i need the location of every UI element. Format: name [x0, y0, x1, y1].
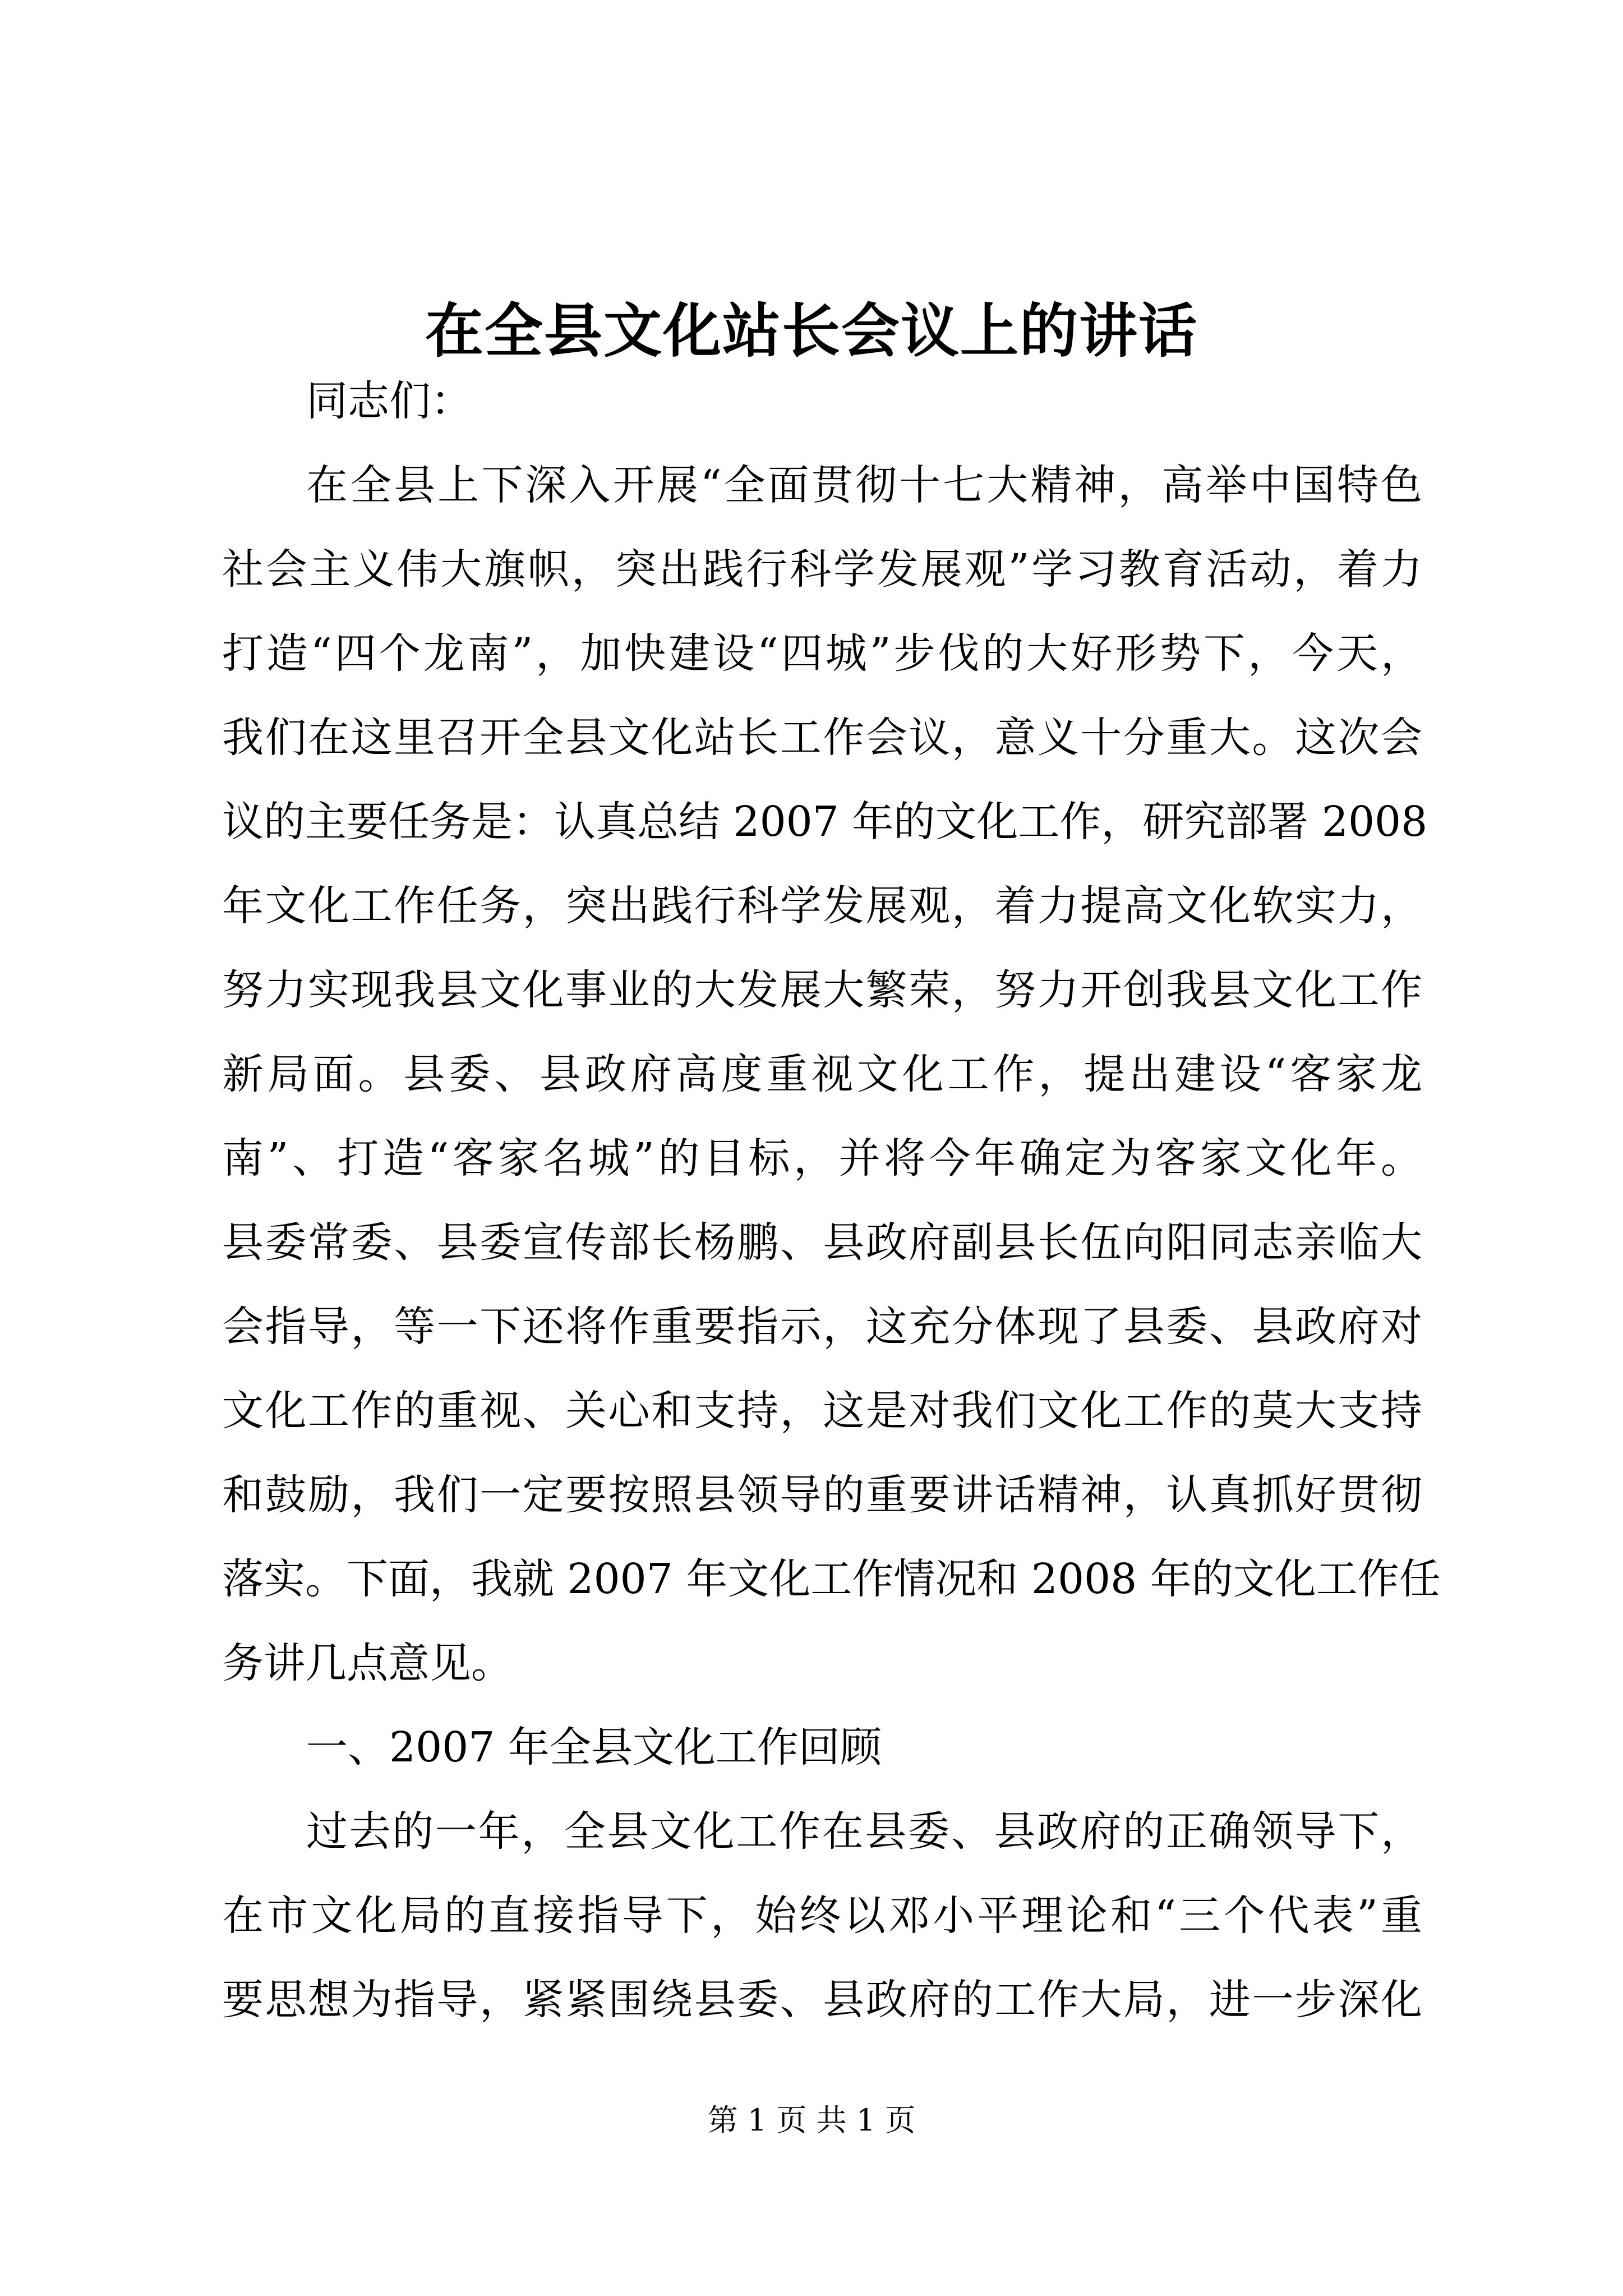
paragraph-line: 打造“四个龙南”，加快建设“四城”步伐的大好形势下，今天， [222, 629, 1422, 678]
section-heading: 一、2007 年全县文化工作回顾 [306, 1723, 882, 1772]
paragraph-line: 要思想为指导，紧紧围绕县委、县政府的工作大局，进一步深化 [222, 1976, 1422, 2024]
paragraph-line: 在全县上下深入开展“全面贯彻十七大精神，高举中国特色 [306, 461, 1422, 509]
document-title: 在全县文化站长会议上的讲话 [425, 296, 1198, 365]
paragraph-line: 落实。下面，我就 2007 年文化工作情况和 2008 年的文化工作任 [222, 1555, 1441, 1603]
paragraph-line: 文化工作的重视、关心和支持，这是对我们文化工作的莫大支持 [222, 1387, 1422, 1435]
paragraph-line: 南”、打造“客家名城”的目标，并将今年确定为客家文化年。 [222, 1134, 1422, 1182]
paragraph-line: 在市文化局的直接指导下，始终以邓小平理论和“三个代表”重 [222, 1892, 1422, 1940]
page-footer: 第 1 页 共 1 页 [707, 2102, 916, 2138]
paragraph-line: 努力实现我县文化事业的大发展大繁荣，努力开创我县文化工作 [222, 966, 1422, 1014]
paragraph-line: 新局面。县委、县政府高度重视文化工作，提出建设“客家龙 [222, 1050, 1422, 1098]
paragraph-line: 社会主义伟大旗帜，突出践行科学发展观”学习教育活动，着力 [222, 545, 1422, 593]
paragraph-line: 县委常委、县委宣传部长杨鹏、县政府副县长伍向阳同志亲临大 [222, 1218, 1422, 1267]
document-body [222, 359, 1441, 2042]
paragraph-line: 务讲几点意见。 [222, 1639, 513, 1687]
paragraph-line: 和鼓励，我们一定要按照县领导的重要讲话精神，认真抓好贯彻 [222, 1471, 1422, 1519]
salutation-line: 同志们： [306, 377, 472, 425]
paragraph-line: 会指导，等一下还将作重要指示，这充分体现了县委、县政府对 [222, 1303, 1422, 1351]
paragraph-line: 我们在这里召开全县文化站长工作会议，意义十分重大。这次会 [222, 714, 1422, 762]
paragraph-line: 议的主要任务是：认真总结 2007 年的文化工作，研究部署 2008 [222, 798, 1428, 846]
paragraph-line: 过去的一年，全县文化工作在县委、县政府的正确领导下， [306, 1807, 1422, 1856]
paragraph-line: 年文化工作任务，突出践行科学发展观，着力提高文化软实力， [222, 882, 1422, 930]
